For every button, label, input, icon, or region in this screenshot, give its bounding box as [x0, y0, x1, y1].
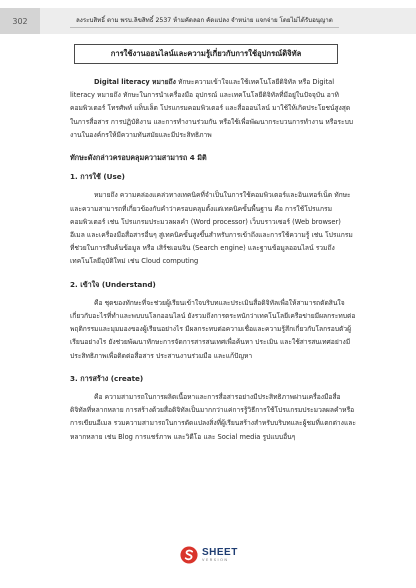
- skills-heading: ทักษะดังกล่าวครอบคลุมความสามารถ 4 มิติ: [70, 153, 207, 163]
- section-heading: 1. การใช้ (Use): [70, 172, 125, 182]
- section-text: หมายถึง ความคล่องแคล่วทางเทคนิคที่จำเป็นในการใช้คอมพิวเตอร์และอินเทอร์เน็ต ทักษะและความสามารถที่เกี่ยวข้องกับคำว่าครอบคลุมตั้งแต่เทคนิคขั้นพื้นฐาน คือ การใช้โปรแกรมคอมพิวเตอร์ เช่น โปรแกรมประมวลผลคำ (Word processor) เว็บบราวเซอร์ (Web browser) อีเมล และเครื่องมือสื่อสารอื่นๆ สู่เทคนิคขั้นสูงขึ้นสำหรับการเข้าถึงและการใช้ความรู้ เช่น โปรแกรมที่ช่วยในการสืบค้นข้อมูล หรือ เสิร์ชเอนจิน (Search engine) และฐานข้อมูลออนไลน์ รวมถึงเทคโนโลยีอุบัติใหม่ เช่น Cloud computing: [70, 191, 353, 266]
- document-body: [70, 76, 356, 444]
- section-heading: 2. เข้าใจ (Understand): [70, 279, 156, 289]
- logo-wordmark: SHEET: [202, 546, 238, 558]
- section-heading: 3. การสร้าง (create): [70, 373, 144, 383]
- intro-paragraph: [70, 76, 356, 142]
- page-number: 302: [0, 8, 40, 34]
- copyright-note: ลงระบสิทธิ์ ตาม พรบ.ลิขสิทธิ์ 2537 ห้ามคัดลอก คัดแปลง จำหน่าย แจกจ่าย โดยไม่ได้รับอนุญาต: [70, 15, 339, 28]
- section-text: คือ ชุดของทักษะที่จะช่วยผู้เรียนเข้าใจบริบทและประเมินสื่อดิจิทัลเพื่อให้สามารถตัดสินใจเกี่ยวกับอะไรที่ทำและพบบนโลกออนไลน์ ยังรวมถึงการตระหนักว่าเทคโนโลยีเครือข่ายมีผลกระทบต่อพฤติกรรมและมุมมองของผู้เรียนอย่างไร มีผลกระทบต่อความเชื่อและความรู้สึกเกี่ยวกับโลกรอบตัวผู้เรียนอย่างไร ยังช่วยพัฒนาทักษะการจัดการสารสนเทศเพื่อค้นหา ประเมิน และใช้สารสนเทศอย่างมีประสิทธิภาพเพื่อติดต่อสื่อสาร ประสานงานร่วมมือ และแก้ปัญหา: [70, 298, 356, 360]
- page-header: [0, 8, 416, 34]
- intro-term: Digital literacy หมายถึง: [94, 78, 176, 86]
- section-text: คือ ความสามารถในการผลิตเนื้อหาและการสื่อสารอย่างมีประสิทธิภาพผ่านเครื่องมือสื่อดิจิทัลที่หลากหลาย การสร้างด้วยสื่อดิจิทัลเป็นมากกว่าแค่การรู้วิธีการใช้โปรแกรมประมวลผลคำหรือการเขียนอีเมล รวมความสามารถในการดัดแปลงสิ่งที่ผู้เรียนสร้างสำหรับบริบทและผู้ชมที่แตกต่างและหลากหลาย เช่น Blog การแชร์ภาพ และวิดีโอ และ Social media รูปแบบอื่นๆ: [70, 393, 356, 441]
- intro-text: ทักษะความเข้าใจและใช้เทคโนโลยีดิจิทัล หรือ Digital literacy หมายถึง ทักษะในการนำเครื่องมือ อุปกรณ์ และเทคโนโลยีดิจิทัลที่มีอยู่ในปัจจุบัน อาทิ คอมพิวเตอร์ โทรศัพท์ แท็บเล็ต โปรแกรมคอมพิวเตอร์ และสื่อออนไลน์ มาใช้ให้เกิดประโยชน์สูงสุด ในการสื่อสาร การปฏิบัติงาน และการทำงานร่วมกัน หรือใช้เพื่อพัฒนากระบวนการทำงาน หรือระบบงานในองค์กรให้มีความทันสมัยและมีประสิทธิภาพ: [70, 78, 354, 139]
- page-title: การใช้งานออนไลน์และความรู้เกี่ยวกับการใช้อุปกรณ์ดิจิทัล: [74, 44, 338, 64]
- logo-subtext: VERSION: [202, 557, 229, 562]
- sheet-logo-icon: [180, 546, 198, 564]
- sheet-logo: [180, 546, 238, 564]
